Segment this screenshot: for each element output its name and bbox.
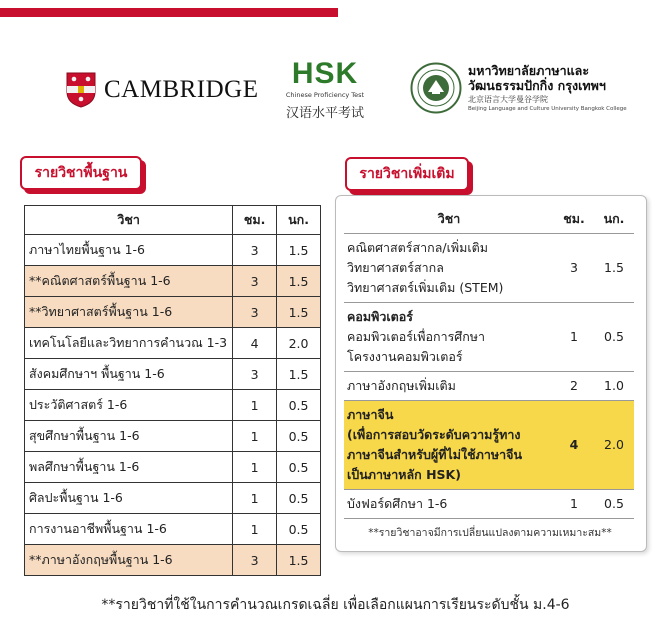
cambridge-wordmark: CAMBRIDGE	[104, 76, 259, 103]
cell-subject: ศิลปะพื้นฐาน 1-6	[25, 483, 233, 514]
cell-credits: 1.5	[594, 234, 634, 303]
hsk-subtitle: Chinese Proficiency Test	[285, 91, 365, 99]
cell-subject: การงานอาชีพพื้นฐาน 1-6	[25, 514, 233, 545]
cell-credits: 1.5	[277, 545, 321, 576]
cell-subject: สุขศึกษาพื้นฐาน 1-6	[25, 421, 233, 452]
table-row	[344, 401, 634, 490]
cell-hours: 3	[233, 297, 277, 328]
table-row	[25, 452, 321, 483]
university-seal-icon	[410, 62, 462, 114]
cell-hours: 1	[554, 303, 594, 372]
table-row	[25, 297, 321, 328]
table-row	[344, 303, 634, 372]
cell-subject	[344, 234, 554, 303]
cell-subject: ภาษาไทยพื้นฐาน 1-6	[25, 235, 233, 266]
cell-hours: 1	[233, 421, 277, 452]
cell-credits: 1.0	[594, 372, 634, 401]
cell-subject	[344, 372, 554, 401]
blcu-thai-line1: มหาวิทยาลัยภาษาและ	[468, 63, 590, 78]
subject-line: วิทยาศาสตร์เพิ่มเติม (STEM)	[347, 280, 504, 295]
cell-hours: 4	[233, 328, 277, 359]
cell-hours: 1	[233, 483, 277, 514]
footer-note: **รายวิชาที่ใช้ในการคำนวณเกรดเฉลี่ย เพื่อเลือกแผนการเรียนระดับชั้น ม.4-6	[101, 597, 570, 613]
hsk-wordmark: HSK	[291, 57, 359, 90]
cell-credits: 2.0	[594, 401, 634, 490]
table-row	[25, 421, 321, 452]
blcu-logo	[410, 62, 627, 114]
cell-credits: 2.0	[277, 328, 321, 359]
header-credits: นก.	[277, 206, 321, 235]
cell-hours: 3	[233, 545, 277, 576]
table-row	[344, 234, 634, 303]
cell-hours: 4	[554, 401, 594, 490]
table-row	[25, 328, 321, 359]
cell-credits: 0.5	[277, 483, 321, 514]
table-row	[344, 490, 634, 519]
cell-credits: 0.5	[594, 490, 634, 519]
table-header-row	[25, 206, 321, 235]
cell-credits: 0.5	[277, 514, 321, 545]
subject-line: คอมพิวเตอร์เพื่อการศึกษา	[347, 329, 486, 344]
table-header-row	[344, 205, 634, 234]
blcu-thai-line2: วัฒนธรรมปักกิ่ง กรุงเทพฯ	[468, 78, 606, 93]
cell-hours: 3	[233, 266, 277, 297]
table-row	[25, 266, 321, 297]
header-hours: ชม.	[233, 206, 277, 235]
top-accent-bar	[0, 8, 338, 17]
cell-credits: 1.5	[277, 235, 321, 266]
cell-subject: สังคมศึกษาฯ พื้นฐาน 1-6	[25, 359, 233, 390]
subject-line: บังฟอร์ดศึกษา 1-6	[347, 496, 448, 511]
cell-subject: เทคโนโลยีและวิทยาการคำนวณ 1-3	[25, 328, 233, 359]
cell-subject	[344, 490, 554, 519]
cell-credits: 0.5	[277, 421, 321, 452]
cell-credits: 0.5	[594, 303, 634, 372]
extra-subjects-tab: รายวิชาเพิ่มเติม	[345, 157, 469, 191]
table-row	[25, 483, 321, 514]
subject-line: ภาษาอังกฤษเพิ่มเติม	[347, 378, 456, 393]
cell-credits: 0.5	[277, 390, 321, 421]
cell-hours: 2	[554, 372, 594, 401]
cell-hours: 3	[233, 359, 277, 390]
cell-credits: 1.5	[277, 266, 321, 297]
hsk-logo	[285, 58, 365, 121]
subject-line: เป็นภาษาหลัก HSK)	[347, 467, 461, 482]
subject-line: ภาษาจีนสำหรับผู้ที่ไม่ใช้ภาษาจีน	[347, 447, 522, 462]
cell-hours: 1	[233, 390, 277, 421]
subject-line: คณิตศาสตร์สากล/เพิ่มเติม	[347, 240, 488, 255]
hsk-chinese: 汉语水平考试	[285, 106, 364, 121]
subject-line: โครงงานคอมพิวเตอร์	[347, 349, 463, 364]
cell-hours: 3	[233, 235, 277, 266]
cell-subject: พลศึกษาพื้นฐาน 1-6	[25, 452, 233, 483]
subject-line: ภาษาจีน	[347, 407, 394, 422]
blcu-chinese: 北京语言大学曼谷学院	[468, 95, 548, 104]
table-row	[344, 372, 634, 401]
cell-credits: 0.5	[277, 452, 321, 483]
cell-hours: 1	[554, 490, 594, 519]
table-row	[25, 235, 321, 266]
cell-credits: 1.5	[277, 297, 321, 328]
table-row	[25, 514, 321, 545]
table-row	[25, 390, 321, 421]
extra-subjects-note: **รายวิชาอาจมีการเปลี่ยนแปลงตามความเหมาะสม**	[368, 527, 612, 539]
table-row	[25, 359, 321, 390]
cambridge-shield-icon	[66, 72, 96, 108]
subject-line: วิทยาศาสตร์สากล	[347, 260, 444, 275]
subject-line: (เพื่อการสอบวัดระดับความรู้ทาง	[347, 427, 521, 442]
cell-credits: 1.5	[277, 359, 321, 390]
blcu-english: Beijing Language and Culture University Bangkok College	[468, 106, 627, 112]
header-credits: นก.	[594, 205, 634, 234]
extra-subjects-table	[344, 205, 634, 519]
cell-subject: **วิทยาศาสตร์พื้นฐาน 1-6	[25, 297, 233, 328]
header-hours: ชม.	[554, 205, 594, 234]
cambridge-logo	[66, 72, 259, 108]
cell-hours: 3	[554, 234, 594, 303]
cell-subject: **ภาษาอังกฤษพื้นฐาน 1-6	[25, 545, 233, 576]
cell-subject: ประวัติศาสตร์ 1-6	[25, 390, 233, 421]
cell-hours: 1	[233, 452, 277, 483]
cell-hours: 1	[233, 514, 277, 545]
table-row	[25, 545, 321, 576]
header-subject: วิชา	[344, 205, 554, 234]
cell-subject	[344, 303, 554, 372]
header-subject: วิชา	[25, 206, 233, 235]
basic-subjects-tab: รายวิชาพื้นฐาน	[20, 156, 142, 190]
cell-subject	[344, 401, 554, 490]
subject-line: คอมพิวเตอร์	[347, 309, 413, 324]
basic-subjects-table	[24, 205, 321, 576]
cell-subject: **คณิตศาสตร์พื้นฐาน 1-6	[25, 266, 233, 297]
